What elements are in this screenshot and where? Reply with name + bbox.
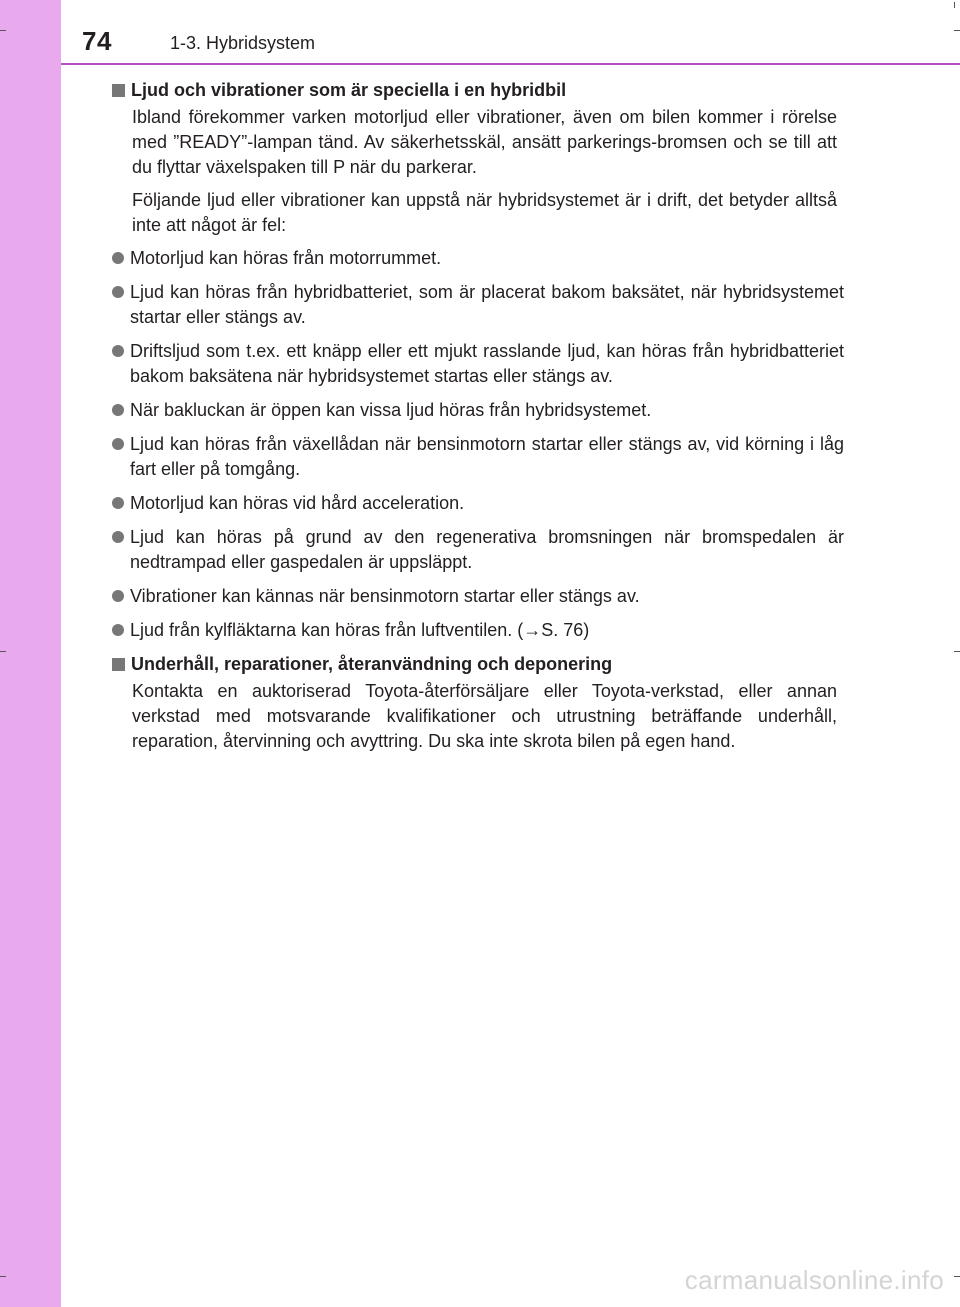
list-item-text: Ljud kan höras från hybridbatteriet, som är placerat bakom baksätet, när hybridsystemet startar eller stängs av. (130, 282, 844, 327)
list-item (112, 432, 844, 482)
header-bar (61, 0, 960, 64)
round-bullet-icon (112, 345, 124, 357)
list-item-text: Motorljud kan höras från motorrummet. (130, 248, 442, 268)
round-bullet-icon (112, 531, 124, 543)
paragraph: Ibland förekommer varken motorljud eller vibrationer, även om bilen kommer i rörelse med ”READY”-lampan tänd. Av säkerhetsskäl, ansätt parkerings-bromsen och se till att du flyttar växelspaken till P när du parkerar. (132, 107, 837, 177)
crop-mark-top-right (954, 30, 960, 31)
page-number: 74 (82, 26, 112, 56)
list-item-text: Ljud från kylfläktarna kan höras från luftventilen. (→S. 76) (130, 620, 590, 640)
square-bullet-icon (112, 658, 125, 671)
list-item-text: Vibrationer kan kännas när bensinmotorn startar eller stängs av. (130, 586, 640, 606)
section-heading-text: Underhåll, reparationer, återanvändning och deponering (131, 654, 613, 674)
list-item (112, 525, 844, 575)
section-heading-text: Ljud och vibrationer som är speciella i en hybridbil (131, 80, 567, 100)
section-heading (112, 78, 844, 103)
side-color-band (0, 0, 61, 1307)
list-item-text: Driftsljud som t.ex. ett knäpp eller ett mjukt rasslande ljud, kan höras från hybridbatteriet bakom baksätena när hybridsystemet startas eller stängs av. (130, 341, 844, 386)
watermark-text[interactable]: carmanualsonline.info (684, 1265, 944, 1295)
section-heading (112, 652, 844, 677)
header-divider (61, 63, 960, 65)
crop-mark-top-right-2 (954, 2, 955, 8)
list-item (112, 584, 844, 609)
list-item (112, 398, 844, 423)
crop-mark-top-left (0, 30, 6, 31)
paragraph: Kontakta en auktoriserad Toyota-återförsäljare eller Toyota-verkstad, eller annan verkstad med motsvarande kvalifikationer och utrustning beträffande underhåll, reparation, återvinning och avyttring. Du ska inte skrota bilen på egen hand. (132, 681, 837, 751)
round-bullet-icon (112, 590, 124, 602)
list-item-text: Ljud kan höras från växellådan när bensinmotorn startar eller stängs av, vid körning i låg fart eller på tomgång. (130, 434, 844, 479)
crop-mark-mid-left (0, 651, 6, 652)
round-bullet-icon (112, 286, 124, 298)
square-bullet-icon (112, 84, 125, 97)
section-title: 1-3. Hybridsystem (170, 33, 316, 53)
round-bullet-icon (112, 497, 124, 509)
round-bullet-icon (112, 404, 124, 416)
list-item-text: Ljud kan höras på grund av den regenerativa bromsningen när bromspedalen är nedtrampad eller gaspedalen är uppsläppt. (130, 527, 844, 572)
paragraph: Följande ljud eller vibrationer kan uppstå när hybridsystemet är i drift, det betyder alltså inte att något är fel: (132, 190, 837, 235)
list-item-text: Motorljud kan höras vid hård acceleration. (130, 493, 465, 513)
round-bullet-icon (112, 252, 124, 264)
page-content (112, 78, 844, 754)
crop-mark-mid-right (954, 651, 960, 652)
list-item-text: När bakluckan är öppen kan vissa ljud höras från hybridsystemet. (130, 400, 652, 420)
crop-mark-bottom-left (0, 1276, 6, 1277)
list-item (112, 339, 844, 389)
crop-mark-bottom-right (954, 1276, 960, 1277)
list-item (112, 246, 844, 271)
round-bullet-icon (112, 438, 124, 450)
list-item (112, 491, 844, 516)
bullet-list (112, 246, 844, 643)
list-item (112, 618, 844, 643)
round-bullet-icon (112, 624, 124, 636)
list-item (112, 280, 844, 330)
